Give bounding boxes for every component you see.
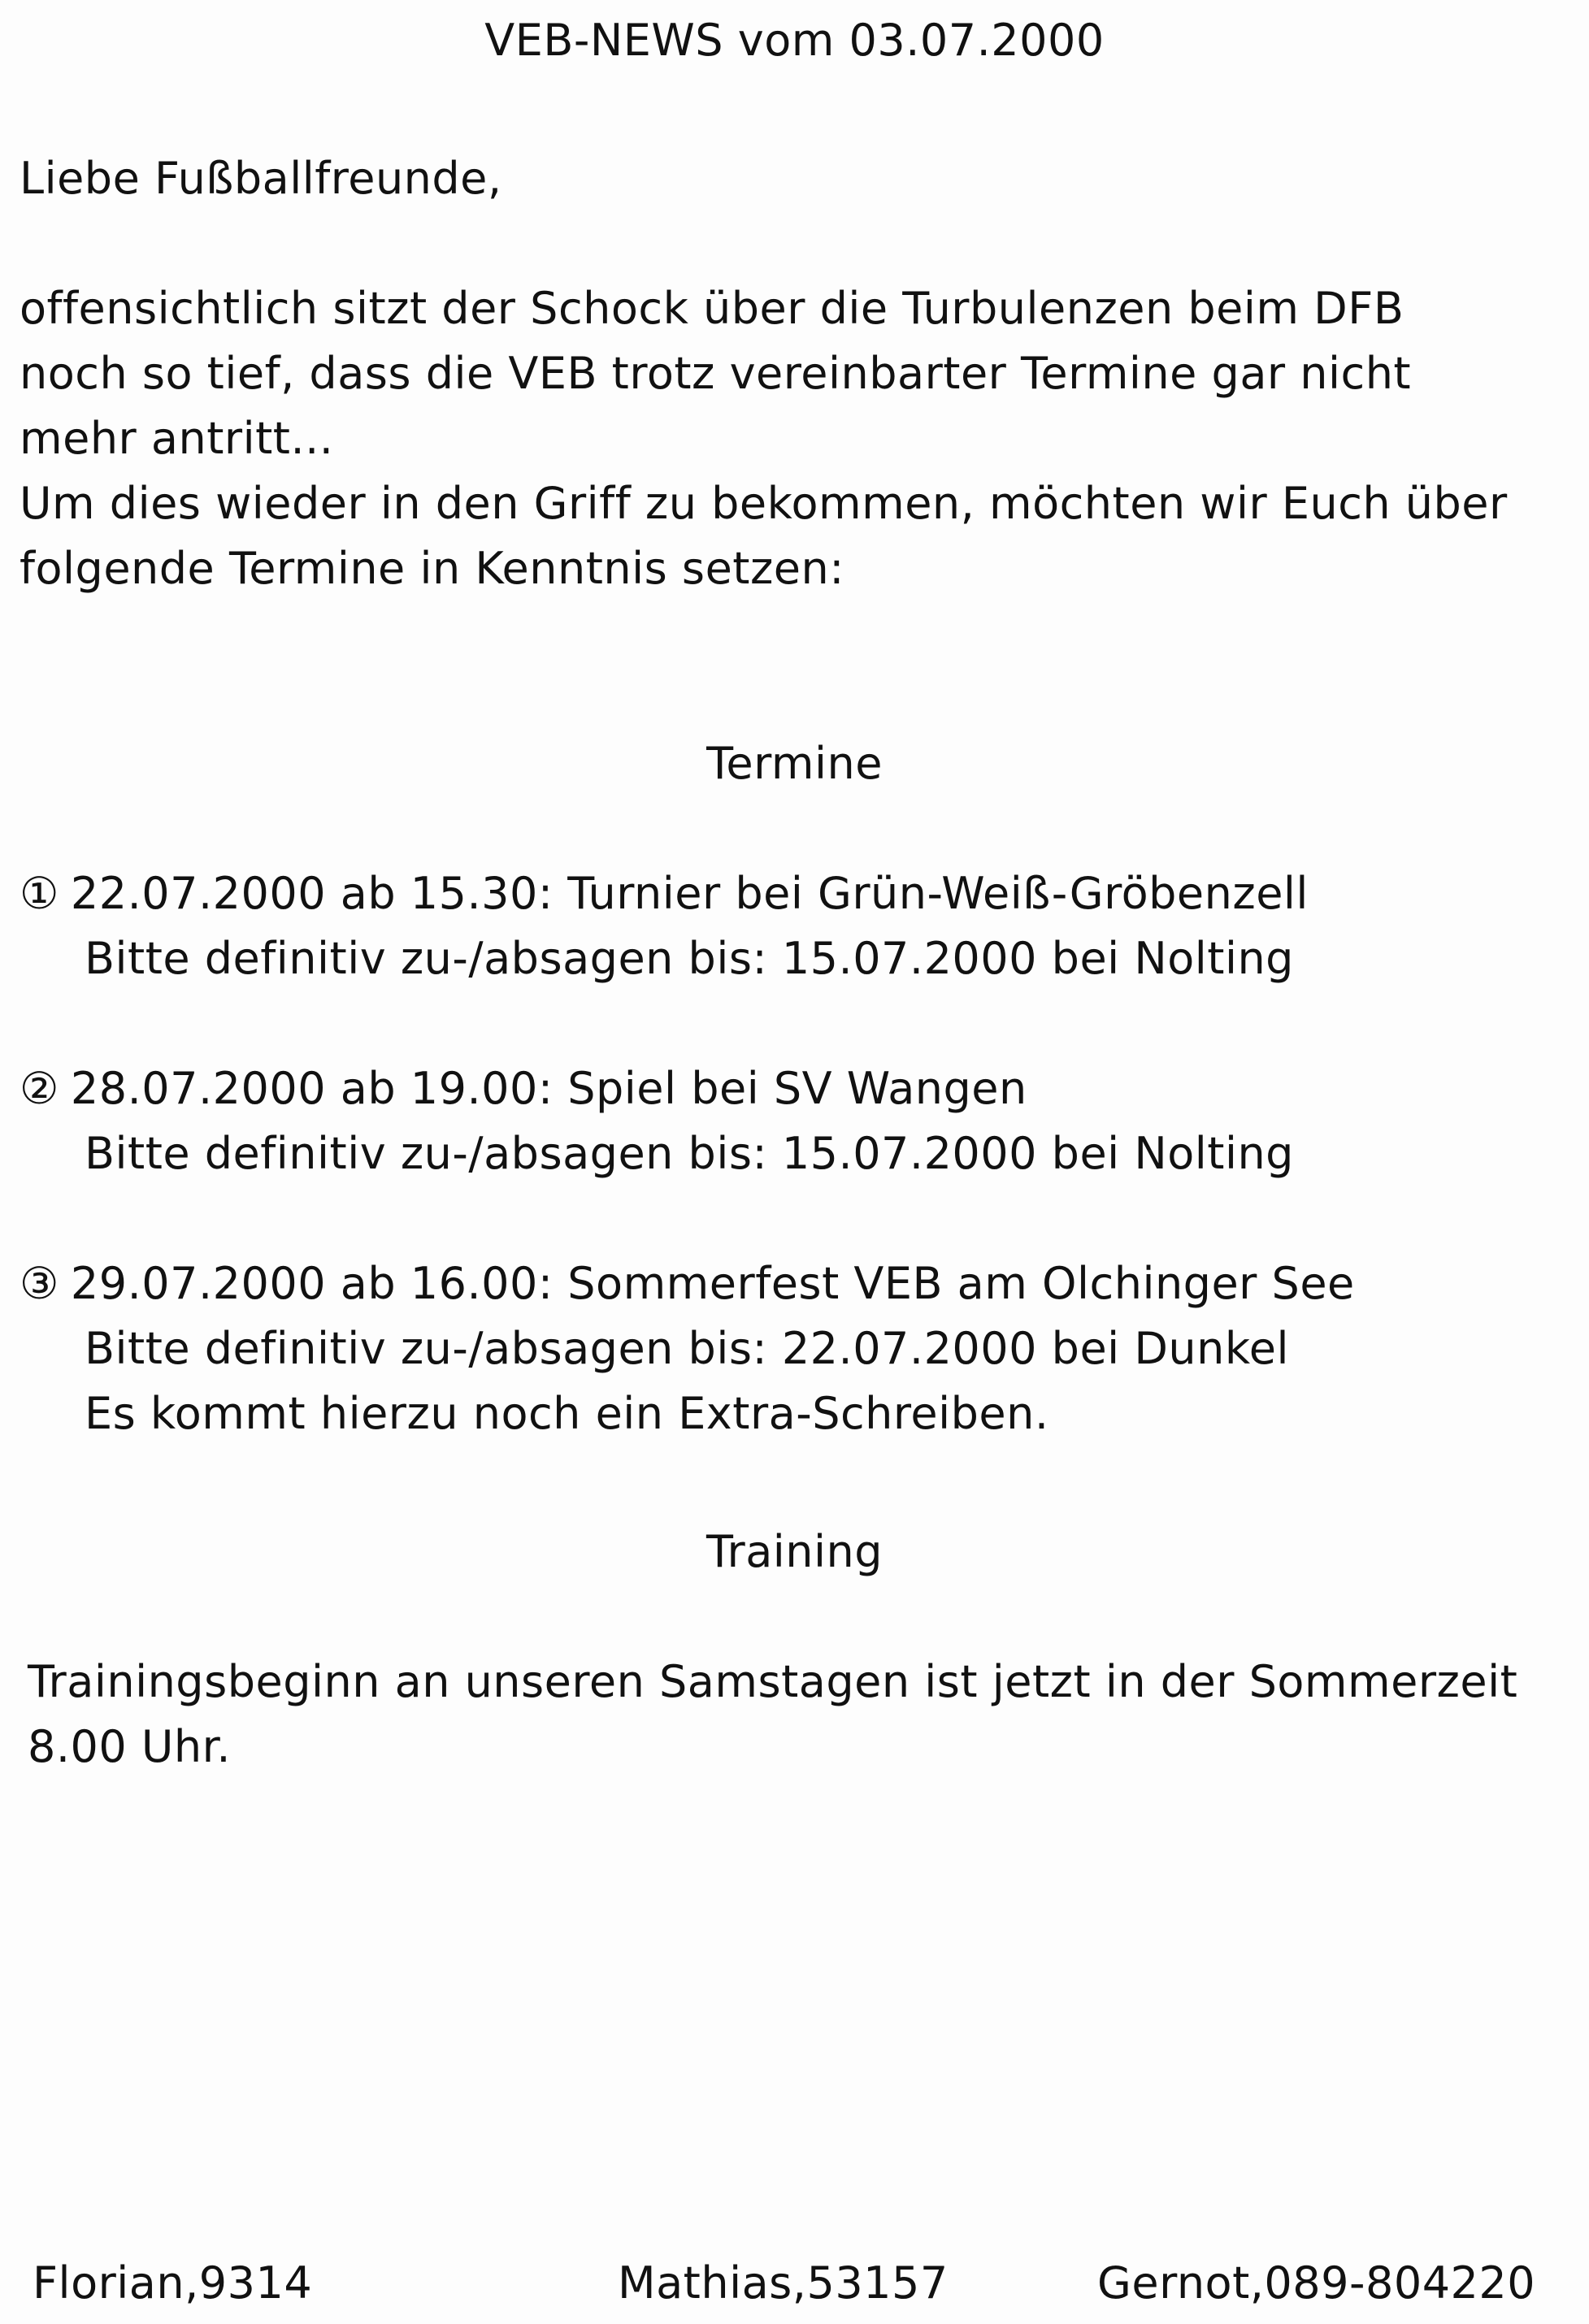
greeting: Liebe Fußballfreunde, bbox=[20, 153, 502, 204]
training-heading: Training bbox=[705, 1526, 884, 1577]
termin-main: 22.07.2000 ab 15.30: Turnier bei Grün-Weiß-Gröbenzell bbox=[70, 868, 1309, 919]
training-line: Trainingsbeginn an unseren Samstagen ist jetzt in der Sommerzeit bbox=[28, 1656, 1518, 1707]
termin-item-1 bbox=[20, 861, 1309, 926]
training-line: 8.00 Uhr. bbox=[28, 1721, 232, 1772]
termine-heading: Termine bbox=[706, 738, 883, 789]
document-title: VEB-NEWS vom 03.07.2000 bbox=[484, 15, 1105, 66]
termin-item-2 bbox=[20, 1056, 1027, 1121]
contact-florian: Florian,9314 bbox=[33, 2257, 313, 2309]
termin-detail: Bitte definitiv zu-/absagen bis: 15.07.2000 bei Nolting bbox=[85, 933, 1294, 984]
contact-mathias: Mathias,53157 bbox=[618, 2257, 949, 2309]
termin-item-3 bbox=[20, 1251, 1355, 1316]
termin-number: ② bbox=[20, 1063, 59, 1114]
termin-main: 29.07.2000 ab 16.00: Sommerfest VEB am Olchinger See bbox=[70, 1258, 1355, 1309]
contact-gernot: Gernot,089-804220 bbox=[1097, 2257, 1536, 2309]
termin-detail: Bitte definitiv zu-/absagen bis: 15.07.2000 bei Nolting bbox=[85, 1128, 1294, 1179]
termin-detail: Bitte definitiv zu-/absagen bis: 22.07.2000 bei Dunkel bbox=[85, 1323, 1289, 1374]
intro-line: folgende Termine in Kenntnis setzen: bbox=[20, 543, 844, 594]
intro-line: noch so tief, dass die VEB trotz vereinbarter Termine gar nicht bbox=[20, 348, 1412, 399]
termin-number: ③ bbox=[20, 1258, 59, 1309]
intro-line: mehr antritt... bbox=[20, 413, 334, 464]
termin-detail: Es kommt hierzu noch ein Extra-Schreiben. bbox=[85, 1388, 1049, 1439]
intro-line: offensichtlich sitzt der Schock über die Turbulenzen beim DFB bbox=[20, 283, 1404, 334]
intro-line: Um dies wieder in den Griff zu bekommen, möchten wir Euch über bbox=[20, 478, 1508, 529]
termin-number: ① bbox=[20, 868, 59, 919]
termin-main: 28.07.2000 ab 19.00: Spiel bei SV Wangen bbox=[70, 1063, 1027, 1114]
